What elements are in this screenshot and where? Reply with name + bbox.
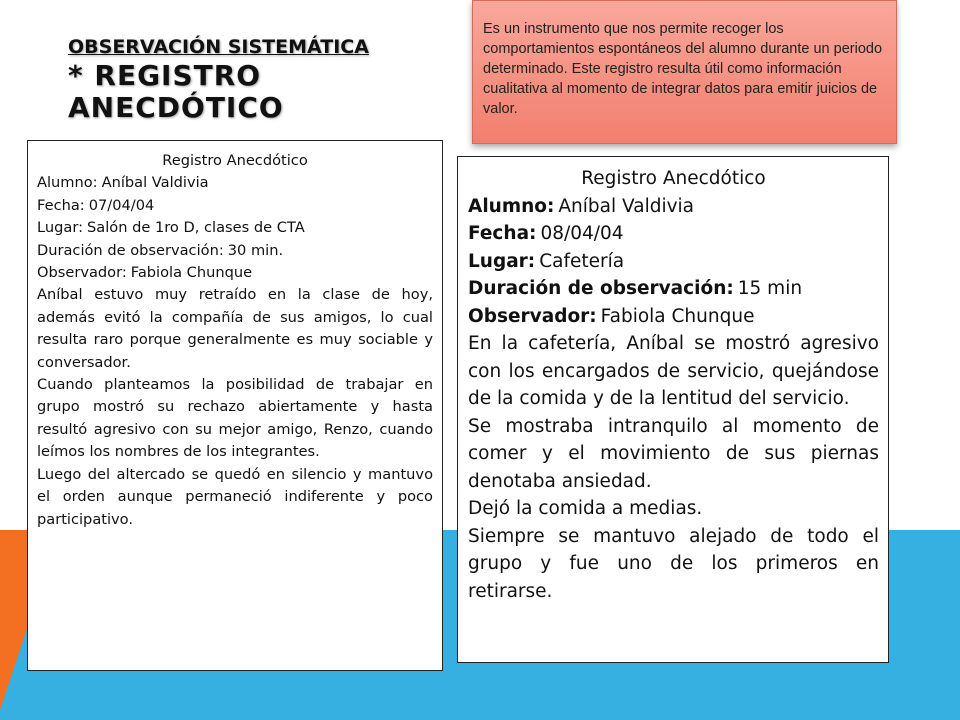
record-title: Registro Anecdótico xyxy=(162,152,308,169)
record-paragraph: Aníbal estuvo muy retraído en la clase de hoy, además evitó la compañía de sus amigos, lo cual resulta raro porque generalmente es muy sociable y conversador. xyxy=(37,286,433,371)
record-paragraph: Siempre se mantuvo alejado de todo el grupo y fue uno de los primeros en retirarse. xyxy=(468,525,879,602)
field-label: Alumno: xyxy=(37,174,98,192)
field-value: 15 min xyxy=(737,278,803,299)
field-value: Fabiola Chunque xyxy=(600,305,755,327)
field-value: Salón de 1ro D, clases de CTA xyxy=(87,219,305,237)
field-lugar xyxy=(468,248,879,276)
field-observador xyxy=(37,262,433,284)
field-fecha xyxy=(37,195,433,217)
field-value: 08/04/04 xyxy=(540,223,624,244)
record-card-1 xyxy=(27,140,443,671)
field-value: Fabiola Chunque xyxy=(130,264,253,282)
field-label: Fecha: xyxy=(37,196,85,214)
record-title: Registro Anecdótico xyxy=(581,168,766,189)
callout-text: Es un instrumento que nos permite recoger los comportamientos espontáneos del alumno durante un periodo determinado. Este registro resulta útil como información cualitativa al momento de integrar datos para emitir juicios de valor. xyxy=(483,21,883,117)
field-value: Aníbal Valdivia xyxy=(101,174,209,192)
record-paragraph: Luego del altercado se quedó en silencio y mantuvo el orden aunque permaneció indiferente y poco participativo. xyxy=(37,465,433,528)
record-card-2 xyxy=(457,156,889,663)
title-line-1: OBSERVACIÓN SISTEMÁTICA xyxy=(68,36,369,58)
field-duracion xyxy=(468,275,879,303)
field-value: Aníbal Valdivia xyxy=(558,195,695,217)
field-label: Observador: xyxy=(468,305,597,327)
record-paragraph: Cuando planteamos la posibilidad de trabajar en grupo mostró su rechazo abiertamente y hasta resultó agresivo con su mejor amigo, Renzo, cuando leímos los nombres de los integrantes. xyxy=(37,376,433,461)
field-label: Observador: xyxy=(37,264,127,282)
record-paragraph: Se mostraba intranquilo al momento de comer y el movimiento de sus piernas denotaba ansiedad. xyxy=(468,415,879,492)
record-paragraph: Dejó la comida a medias. xyxy=(468,498,703,519)
field-alumno xyxy=(37,172,433,194)
field-label: Fecha: xyxy=(468,223,537,244)
field-duracion xyxy=(37,240,433,262)
title-line-2: * REGISTRO ANECDÓTICO xyxy=(68,59,284,124)
slide-title xyxy=(68,34,398,124)
field-value: Cafetería xyxy=(539,250,625,272)
field-label: Alumno: xyxy=(468,195,555,217)
field-label: Duración de observación: xyxy=(37,241,224,259)
field-label: Lugar: xyxy=(468,250,536,272)
field-fecha xyxy=(468,220,879,248)
record-paragraph: En la cafetería, Aníbal se mostró agresivo con los encargados de servicio, quejándose de la comida y de la lentitud del servicio. xyxy=(468,333,879,409)
field-lugar xyxy=(37,217,433,239)
field-value: 07/04/04 xyxy=(88,196,155,214)
field-label: Duración de observación: xyxy=(468,278,734,299)
field-observador xyxy=(468,303,879,331)
field-alumno xyxy=(468,193,879,221)
field-value: 30 min. xyxy=(227,241,284,259)
definition-callout xyxy=(472,0,897,144)
field-label: Lugar: xyxy=(37,219,83,237)
